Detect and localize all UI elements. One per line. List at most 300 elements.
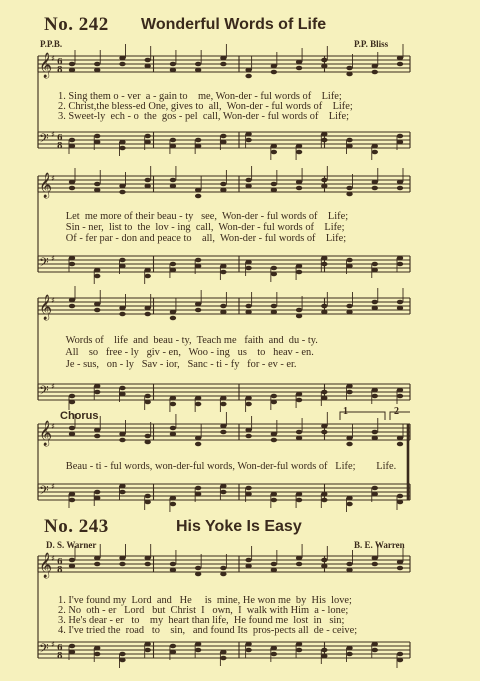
note-head [170, 262, 176, 267]
note-head [94, 490, 100, 495]
note-head [346, 72, 352, 77]
note-head [220, 182, 226, 187]
volta-bracket [390, 412, 410, 420]
note-head [69, 298, 75, 303]
key-sharp: ♯ [51, 381, 55, 391]
note-head [170, 310, 176, 315]
composer-credit: B. E. Warren [354, 540, 405, 550]
note-head [195, 436, 201, 441]
note-head [245, 74, 251, 79]
note-head [94, 68, 100, 73]
note-head [195, 194, 201, 199]
note-head [220, 424, 226, 429]
note-head [372, 492, 378, 497]
note-head [195, 68, 201, 73]
clef-symbol: 𝄢 [39, 641, 49, 659]
note-head [94, 274, 100, 279]
verse-line: 3. He's dear - er to my heart than life, He found me lost in sin; [58, 615, 345, 626]
note-head [372, 436, 378, 441]
note-head [245, 396, 251, 401]
note-head [170, 644, 176, 649]
note-head [296, 60, 302, 65]
note-head [144, 642, 150, 647]
note-head [94, 182, 100, 187]
note-head [119, 312, 125, 317]
note-head [296, 186, 302, 191]
note-head [397, 300, 403, 305]
note-head [397, 494, 403, 499]
note-head [195, 642, 201, 647]
note-head [119, 62, 125, 67]
note-head [271, 432, 277, 437]
note-head [69, 186, 75, 191]
note-head [144, 274, 150, 279]
note-head [170, 396, 176, 401]
note-head [346, 502, 352, 507]
note-head [94, 140, 100, 145]
note-head [220, 188, 226, 193]
note-head [69, 644, 75, 649]
clef-symbol: 𝄢 [39, 131, 49, 149]
note-head [245, 492, 251, 497]
note-head [94, 556, 100, 561]
note-head [271, 304, 277, 309]
composer-credit: P.P. Bliss [354, 39, 389, 49]
note-head [271, 498, 277, 503]
time-signature: 6 [57, 556, 63, 566]
note-head [346, 646, 352, 651]
clef-symbol: 𝄞 [39, 53, 53, 78]
note-head [271, 182, 277, 187]
note-head [372, 642, 378, 647]
hymn-number: No. 243 [44, 516, 109, 537]
note-head [245, 564, 251, 569]
note-head [119, 658, 125, 663]
note-head [346, 652, 352, 657]
note-head [170, 68, 176, 73]
note-head [271, 188, 277, 193]
note-head [69, 400, 75, 405]
verse-line: 2. No oth - er Lord but Christ I own, I walk with Him a - lone; [58, 605, 349, 616]
note-head [271, 70, 277, 75]
note-head [346, 436, 352, 441]
note-head [69, 138, 75, 143]
note-head [119, 56, 125, 61]
note-head [94, 562, 100, 567]
note-head [220, 270, 226, 275]
note-head [144, 400, 150, 405]
note-head [195, 572, 201, 577]
note-head [296, 648, 302, 653]
note-head [346, 304, 352, 309]
note-head [245, 402, 251, 407]
note-head [397, 62, 403, 67]
note-head [170, 562, 176, 567]
note-head [170, 402, 176, 407]
note-head [170, 144, 176, 149]
lyricist-credit: P.P.B. [40, 39, 63, 49]
note-head [245, 178, 251, 183]
note-head [195, 138, 201, 143]
note-head [271, 562, 277, 567]
note-head [195, 188, 201, 193]
clef-symbol: 𝄢 [39, 483, 49, 501]
verse-line: 1. Sing them o - ver a - gain to me, Won-der - ful words of Life; [58, 91, 342, 102]
clef-symbol: 𝄢 [39, 255, 49, 273]
key-sharp: ♯ [51, 253, 55, 263]
note-head [170, 426, 176, 431]
note-head [245, 138, 251, 143]
key-sharp: ♯ [51, 639, 55, 649]
lyricist-credit: D. S. Warner [46, 540, 97, 550]
chorus-line: Beau - ti - ful words, won-der-ful words, Won-der-ful words of Life; Life. [58, 461, 397, 472]
time-signature: 6 [57, 56, 63, 66]
note-head [220, 566, 226, 571]
note-head [119, 258, 125, 263]
note-head [94, 428, 100, 433]
note-head [220, 134, 226, 139]
note-head [119, 190, 125, 195]
note-head [119, 556, 125, 561]
note-head [397, 180, 403, 185]
note-head [220, 402, 226, 407]
note-head [296, 308, 302, 313]
note-head [195, 402, 201, 407]
note-head [69, 180, 75, 185]
note-head [220, 430, 226, 435]
note-head [220, 304, 226, 309]
note-head [144, 134, 150, 139]
note-head [296, 398, 302, 403]
note-head [372, 486, 378, 491]
note-head [144, 64, 150, 69]
note-head [119, 490, 125, 495]
note-head [69, 558, 75, 563]
note-head [346, 496, 352, 501]
note-head [346, 442, 352, 447]
note-head [144, 184, 150, 189]
note-head [220, 310, 226, 315]
note-head [271, 394, 277, 399]
verse-line: Je - sus, on - ly Sav - ior, Sanc - ti - fy for - ev - er. [58, 359, 297, 370]
note-head [144, 268, 150, 273]
note-head [170, 178, 176, 183]
note-head [69, 304, 75, 309]
note-head [296, 556, 302, 561]
note-head [372, 388, 378, 393]
note-head [397, 560, 403, 565]
note-head [397, 256, 403, 261]
note-head [195, 396, 201, 401]
note-head [220, 572, 226, 577]
note-head [119, 264, 125, 269]
note-head [271, 438, 277, 443]
note-head [170, 568, 176, 573]
note-head [170, 502, 176, 507]
note-head [94, 652, 100, 657]
note-head [245, 132, 251, 137]
note-head [119, 562, 125, 567]
note-head [397, 140, 403, 145]
verse-line: 2. Christ,the bless-ed One, gives to all, Won-der - ful words of Life; [58, 101, 353, 112]
note-head [372, 556, 378, 561]
note-head [195, 302, 201, 307]
note-head [144, 494, 150, 499]
note-head [69, 426, 75, 431]
time-signature: 8 [57, 650, 63, 660]
note-head [372, 64, 378, 69]
note-head [245, 260, 251, 265]
note-head [144, 178, 150, 183]
note-head [220, 56, 226, 61]
note-head [195, 566, 201, 571]
note-head [271, 150, 277, 155]
note-head [372, 70, 378, 75]
note-head [372, 562, 378, 567]
note-head [271, 310, 277, 315]
verse-line: All so free - ly giv - en, Woo - ing us to heav - en. [58, 347, 314, 358]
note-head [271, 652, 277, 657]
note-head [372, 300, 378, 305]
note-head [144, 58, 150, 63]
note-head [397, 658, 403, 663]
note-head [69, 498, 75, 503]
note-head [245, 310, 251, 315]
verse-line: Of - fer par - don and peace to all, Won-der - ful words of Life; [58, 233, 347, 244]
clef-symbol: 𝄞 [39, 295, 53, 320]
note-head [94, 134, 100, 139]
note-head [144, 500, 150, 505]
note-head [119, 140, 125, 145]
key-sharp: ♯ [51, 129, 55, 139]
note-head [372, 430, 378, 435]
key-sharp: ♯ [51, 173, 55, 183]
note-head [220, 62, 226, 67]
note-head [220, 140, 226, 145]
note-head [220, 484, 226, 489]
clef-symbol: 𝄞 [39, 173, 53, 198]
key-sharp: ♯ [51, 295, 55, 305]
note-head [397, 56, 403, 61]
time-signature: 8 [57, 564, 63, 574]
note-head [346, 384, 352, 389]
note-head [346, 562, 352, 567]
note-head [94, 390, 100, 395]
note-head [245, 428, 251, 433]
note-head [170, 432, 176, 437]
note-head [170, 316, 176, 321]
note-head [69, 564, 75, 569]
note-head [170, 62, 176, 67]
note-head [296, 66, 302, 71]
note-head [195, 442, 201, 447]
note-head [296, 144, 302, 149]
note-head [397, 500, 403, 505]
volta-bracket [340, 412, 385, 420]
note-head [271, 492, 277, 497]
note-head [195, 62, 201, 67]
note-head [245, 184, 251, 189]
note-head [397, 306, 403, 311]
note-head [144, 440, 150, 445]
note-head [195, 258, 201, 263]
note-head [245, 558, 251, 563]
note-head [144, 312, 150, 317]
note-head [372, 150, 378, 155]
note-head [397, 566, 403, 571]
note-head [346, 192, 352, 197]
note-head [397, 436, 403, 441]
note-head [372, 394, 378, 399]
note-head [220, 656, 226, 661]
time-signature: 8 [57, 140, 63, 150]
note-head [397, 134, 403, 139]
note-head [372, 648, 378, 653]
note-head [372, 306, 378, 311]
note-head [372, 186, 378, 191]
note-head [69, 256, 75, 261]
note-head [397, 394, 403, 399]
note-head [170, 184, 176, 189]
note-head [296, 562, 302, 567]
note-head [69, 62, 75, 67]
note-head [220, 264, 226, 269]
note-head [397, 186, 403, 191]
verse-line: 4. I've tried the road to sin, and found Its pros-pects all de - ceive; [58, 625, 358, 636]
note-head [397, 442, 403, 447]
note-head [94, 268, 100, 273]
note-head [94, 496, 100, 501]
note-head [144, 556, 150, 561]
key-sharp: ♯ [51, 53, 55, 63]
note-head [397, 262, 403, 267]
note-head [94, 646, 100, 651]
key-sharp: ♯ [51, 421, 55, 431]
time-signature: 6 [57, 132, 63, 142]
note-head [296, 392, 302, 397]
verse-line: Sin - ner, list to the lov - ing call, Won-der - ful words of Life; [58, 222, 345, 233]
note-head [69, 144, 75, 149]
note-head [144, 562, 150, 567]
note-head [296, 264, 302, 269]
note-head [69, 432, 75, 437]
note-head [119, 432, 125, 437]
note-head [144, 306, 150, 311]
note-head [94, 62, 100, 67]
note-head [119, 438, 125, 443]
note-head [144, 140, 150, 145]
note-head [69, 262, 75, 267]
volta-2: 2 [394, 406, 399, 417]
note-head [245, 266, 251, 271]
note-head [372, 268, 378, 273]
note-head [69, 68, 75, 73]
note-head [346, 186, 352, 191]
note-head [220, 396, 226, 401]
note-head [119, 184, 125, 189]
hymn-number: No. 242 [44, 14, 109, 35]
note-head [397, 652, 403, 657]
note-head [271, 272, 277, 277]
note-head [144, 434, 150, 439]
note-head [94, 188, 100, 193]
note-head [296, 436, 302, 441]
verse-line: 1. I've found my Lord and He is mine, He won me by His love; [58, 595, 352, 606]
note-head [94, 434, 100, 439]
note-head [296, 430, 302, 435]
note-head [271, 400, 277, 405]
note-head [170, 268, 176, 273]
note-head [296, 498, 302, 503]
key-sharp: ♯ [51, 481, 55, 491]
note-head [271, 646, 277, 651]
note-head [195, 648, 201, 653]
note-head [69, 650, 75, 655]
note-head [245, 68, 251, 73]
note-head [296, 492, 302, 497]
note-head [245, 642, 251, 647]
note-head [170, 138, 176, 143]
note-head [372, 144, 378, 149]
note-head [271, 266, 277, 271]
note-head [119, 392, 125, 397]
note-head [195, 492, 201, 497]
time-signature: 6 [57, 642, 63, 652]
verse-line: 3. Sweet-ly ech - o the gos - pel call, Won-der - ful words of Life; [58, 111, 349, 122]
note-head [195, 308, 201, 313]
note-head [271, 144, 277, 149]
note-head [245, 304, 251, 309]
note-head [245, 434, 251, 439]
note-head [346, 390, 352, 395]
volta-1: 1 [343, 406, 348, 417]
note-head [144, 394, 150, 399]
note-head [220, 490, 226, 495]
note-head [346, 258, 352, 263]
note-head [397, 388, 403, 393]
hymn-title: Wonderful Words of Life [141, 16, 327, 33]
note-head [245, 486, 251, 491]
note-head [94, 308, 100, 313]
note-head [346, 568, 352, 573]
chorus-label: Chorus [60, 410, 99, 422]
note-head [296, 150, 302, 155]
note-head [346, 138, 352, 143]
note-head [271, 568, 277, 573]
note-head [372, 180, 378, 185]
note-head [346, 264, 352, 269]
note-head [119, 484, 125, 489]
note-head [372, 262, 378, 267]
note-head [69, 492, 75, 497]
note-head [119, 652, 125, 657]
note-head [119, 146, 125, 151]
verse-line: Words of life and beau - ty, Teach me faith and du - ty. [58, 335, 318, 346]
note-head [69, 394, 75, 399]
note-head [346, 310, 352, 315]
note-head [346, 66, 352, 71]
note-head [144, 648, 150, 653]
clef-symbol: 𝄞 [39, 421, 53, 446]
note-head [170, 650, 176, 655]
key-sharp: ♯ [51, 553, 55, 563]
note-head [245, 648, 251, 653]
note-head [296, 314, 302, 319]
note-head [296, 270, 302, 275]
clef-symbol: 𝄞 [39, 553, 53, 578]
note-head [170, 496, 176, 501]
note-head [220, 650, 226, 655]
